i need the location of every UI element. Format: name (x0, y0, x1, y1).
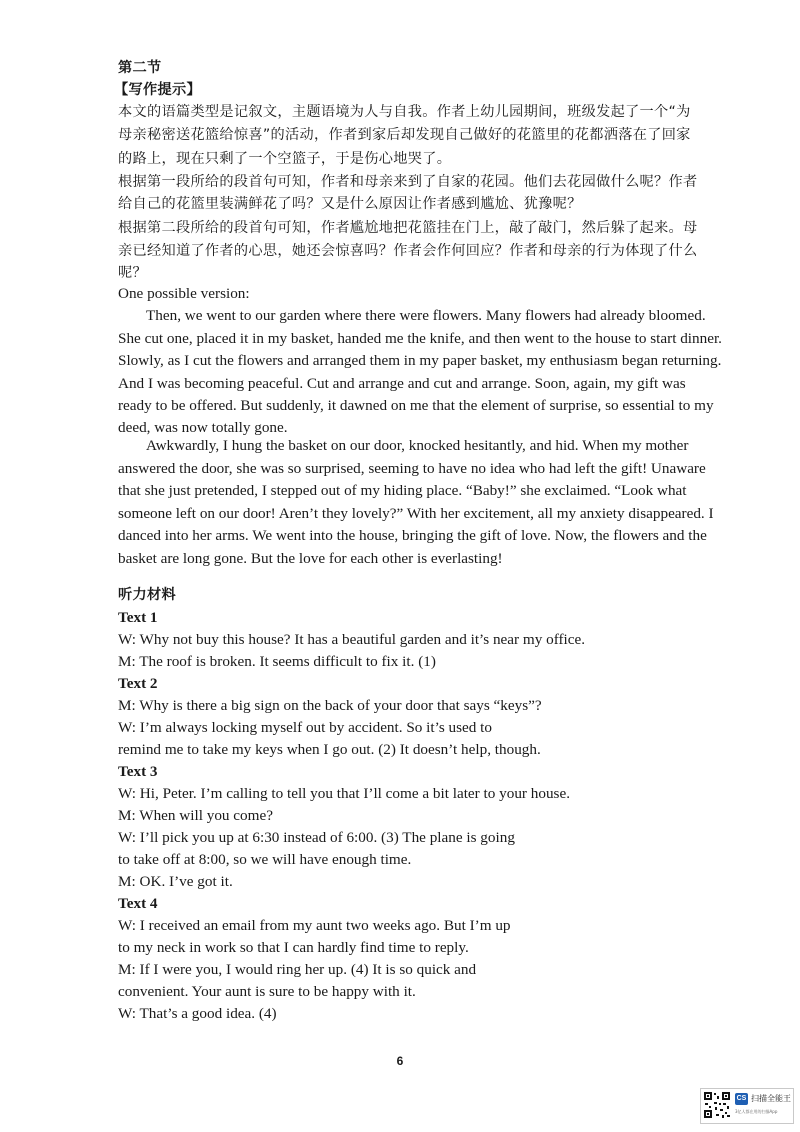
text-label: Text 3 (118, 763, 158, 780)
hint-heading: 【写作提示】 (114, 82, 201, 98)
essay-line: And I was becoming peaceful. Cut and arrange and cut and arrange. Soon, again, my gift was (118, 375, 686, 392)
dialogue-line: M: Why is there a big sign on the back of your door that says “keys”? (118, 697, 542, 714)
dialogue-line: to take off at 8:00, so we will have enough time. (118, 851, 412, 868)
hint-line: 亲已经知道了作者的心思，她还会惊喜吗？作者会作何回应？作者和母亲的行为体现了什么 (118, 243, 698, 259)
dialogue-line: W: I received an email from my aunt two weeks ago. But I’m up (118, 917, 511, 934)
essay-line: ready to be offered. But suddenly, it dawned on me that the element of surprise, so essential to my (118, 397, 714, 414)
hint-line: 本文的语篇类型是记叙文，主题语境为人与自我。作者上幼儿园期间，班级发起了一个“为 (118, 104, 691, 120)
scanner-app-name: 扫描全能王 (751, 1094, 791, 1103)
hint-line: 母亲秘密送花篮给惊喜”的活动，作者到家后却发现自己做好的花篮里的花都洒落在了回家 (118, 127, 691, 143)
text-label: Text 1 (118, 609, 158, 626)
dialogue-line: to my neck in work so that I can hardly find time to reply. (118, 939, 469, 956)
dialogue-line: W: Why not buy this house? It has a beautiful garden and it’s near my office. (118, 631, 586, 648)
hint-line: 给自己的花篮里装满鲜花了吗？又是什么原因让作者感到尴尬、犹豫呢？ (118, 196, 582, 212)
essay-line: She cut one, placed it in my basket, handed me the knife, and then went to the house to start dinner. (118, 330, 722, 347)
hint-line: 根据第二段所给的段首句可知，作者尴尬地把花篮挂在门上，敲了敲门，然后躲了起来。母 (118, 220, 698, 236)
page-number: 6 (396, 1054, 404, 1068)
qr-code-icon (703, 1091, 731, 1119)
dialogue-line: M: The roof is broken. It seems difficult to fix it. (1) (118, 653, 436, 670)
dialogue-line: M: When will you come? (118, 807, 273, 824)
essay-line: Awkwardly, I hung the basket on our door, knocked hesitantly, and hid. When my mother (146, 437, 689, 454)
essay-line: basket are long gone. But the love for each other is everlasting! (118, 550, 503, 567)
hint-line: 根据第一段所给的段首句可知，作者和母亲来到了自家的花园。他们去花园做什么呢？作者 (118, 174, 698, 190)
text-label: Text 4 (118, 895, 158, 912)
dialogue-line: convenient. Your aunt is sure to be happy with it. (118, 983, 416, 1000)
dialogue-line: W: I’ll pick you up at 6:30 instead of 6:00. (3) The plane is going (118, 829, 515, 846)
section-title: 第二节 (118, 60, 162, 76)
essay-line: deed, was now totally gone. (118, 419, 288, 436)
dialogue-line: W: Hi, Peter. I’m calling to tell you that I’ll come a bit later to your house. (118, 785, 570, 802)
hint-line: 呢？ (118, 265, 147, 281)
hint-line: 的路上，现在只剩了一个空篮子，于是伤心地哭了。 (118, 151, 452, 167)
dialogue-line: M: If I were you, I would ring her up. (4) It is so quick and (118, 961, 477, 978)
essay-line: danced into her arms. We went into the house, bringing the gift of love. Now, the flowers and the (118, 527, 707, 544)
listening-heading: 听力材料 (118, 587, 176, 603)
scanner-stamp (700, 1088, 794, 1124)
cs-logo-icon: CS (735, 1093, 748, 1105)
dialogue-line: W: I’m always locking myself out by accident. So it’s used to (118, 719, 492, 736)
essay-line: someone left on our door! Aren’t they lovely?” With her excitement, all my anxiety disappeared. I (118, 505, 714, 522)
text-label: Text 2 (118, 675, 158, 692)
scanner-app-tagline: 3亿人都在用的扫描App (735, 1109, 778, 1114)
essay-line: Slowly, as I cut the flowers and arranged them in my paper basket, my enthusiasm began returning. (118, 352, 722, 369)
essay-line: that she just pretended, I stepped out of my hiding place. “Baby!” she exclaimed. “Look what (118, 482, 687, 499)
dialogue-line: M: OK. I’ve got it. (118, 873, 233, 890)
essay-line: answered the door, she was so surprised, seeming to have no idea who had left the gift! Unaware (118, 460, 706, 477)
version-label: One possible version: (118, 285, 250, 302)
dialogue-line: W: That’s a good idea. (4) (118, 1005, 277, 1022)
dialogue-line: remind me to take my keys when I go out. (2) It doesn’t help, though. (118, 741, 541, 758)
essay-line: Then, we went to our garden where there were flowers. Many flowers had already bloomed. (146, 307, 706, 324)
